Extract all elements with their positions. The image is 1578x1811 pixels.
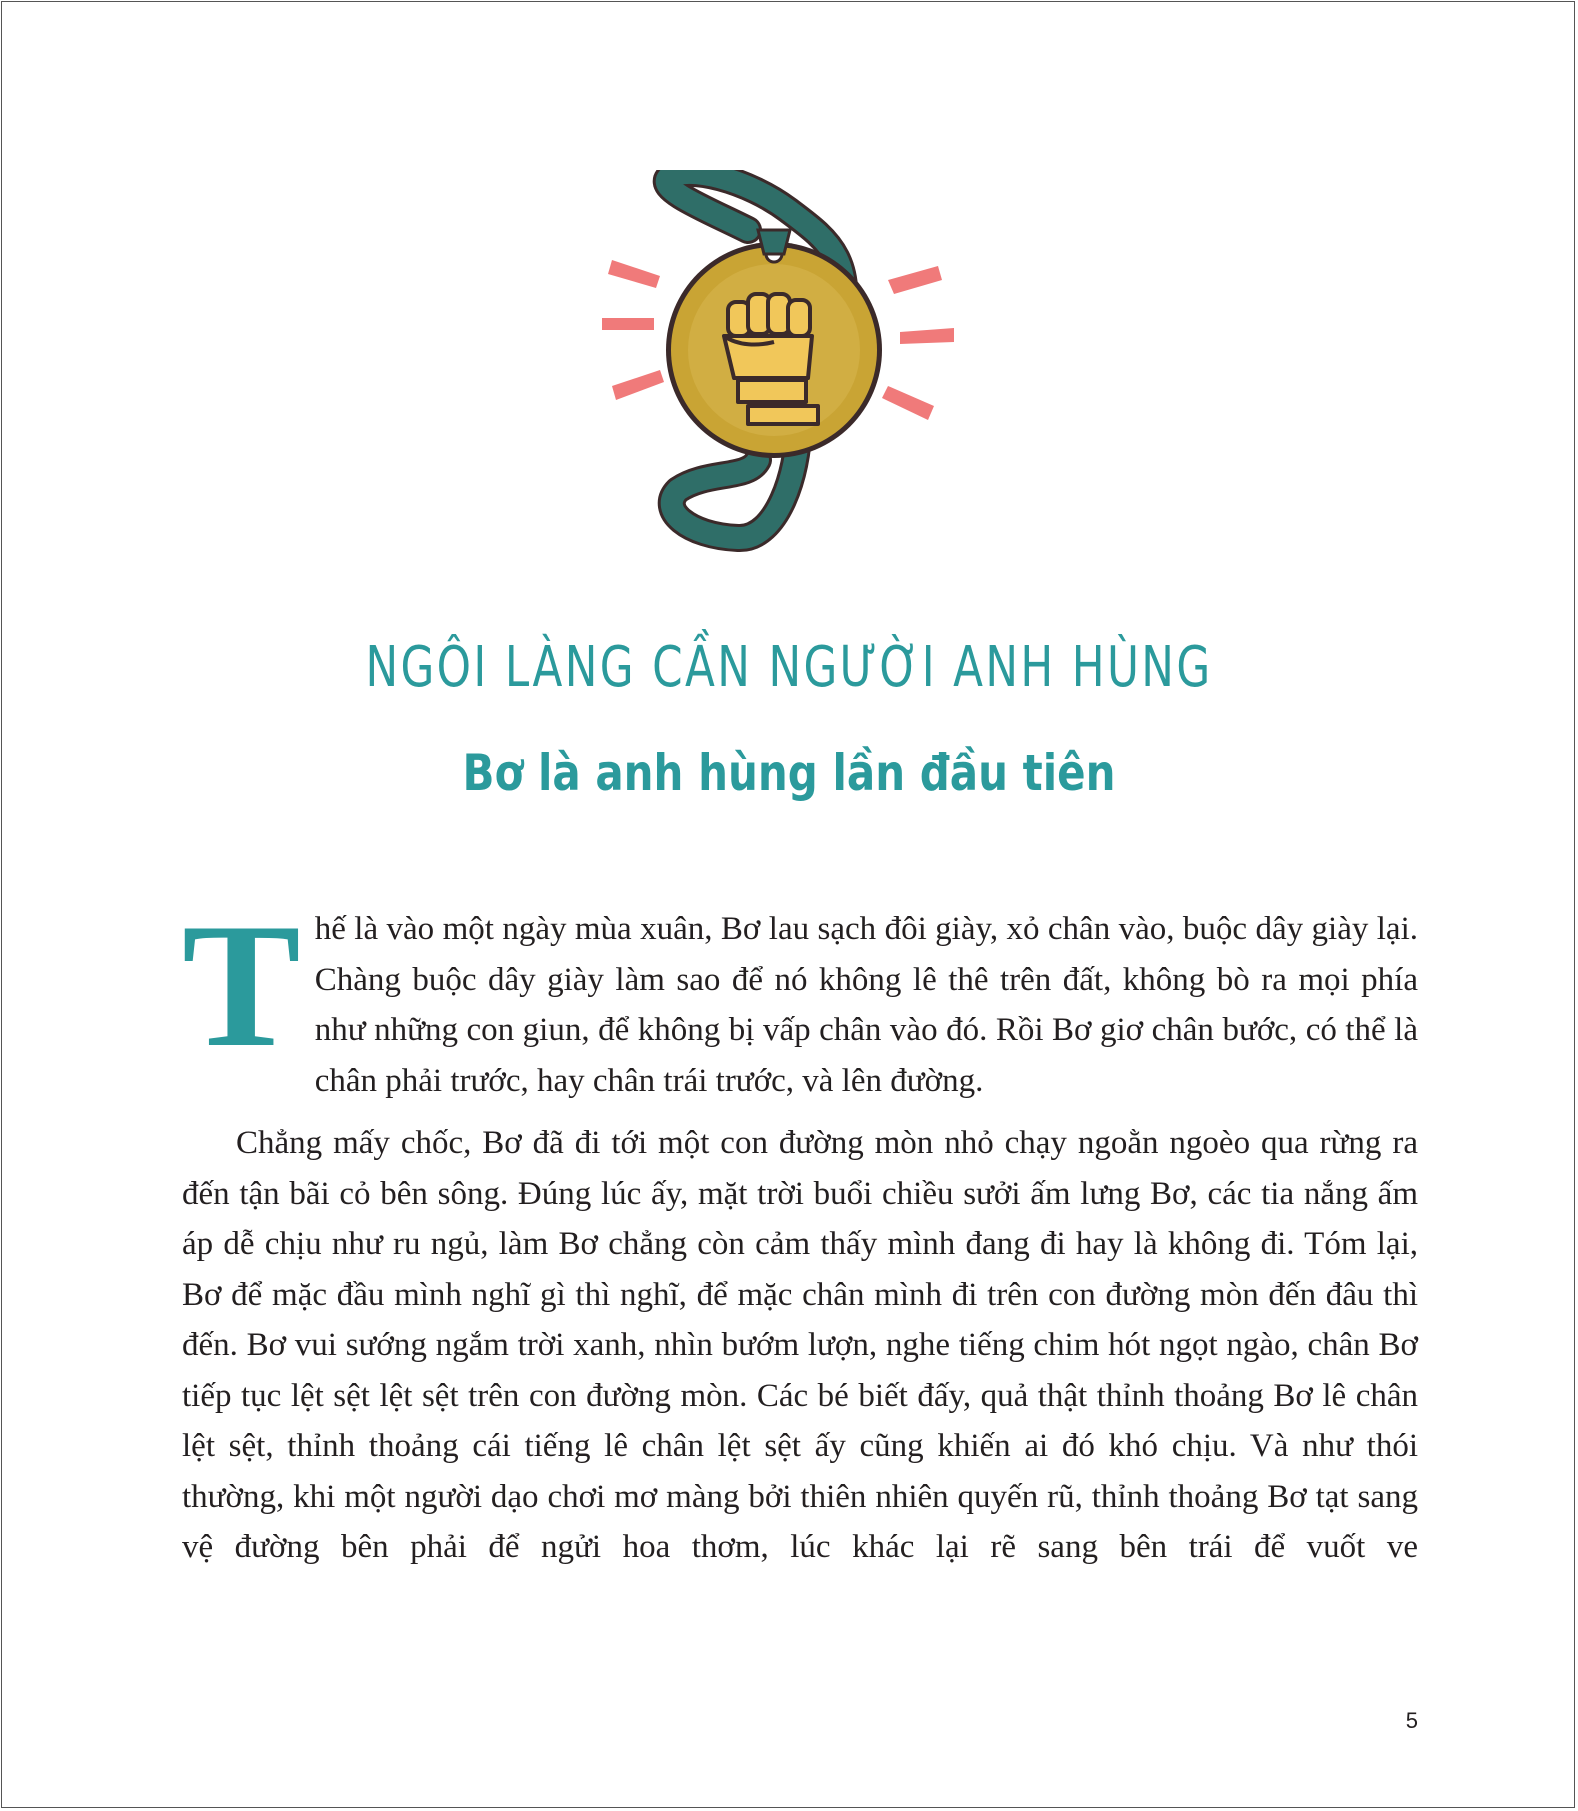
ray-right-bottom (882, 386, 934, 420)
ray-left-top (608, 260, 660, 288)
ray-left-middle (602, 318, 654, 330)
ray-left-bottom (612, 370, 664, 400)
chapter-subtitle: Bơ là anh hùng lần đầu tiên (462, 744, 1116, 802)
ray-right-top (888, 266, 942, 294)
dropcap: T (182, 886, 301, 1084)
fist-medal-icon (598, 170, 970, 560)
paragraph-1 (182, 886, 1418, 1106)
paragraph-2: Chẳng mấy chốc, Bơ đã đi tới một con đường mòn nhỏ chạy ngoằn ngoèo qua rừng ra đến tận bãi cỏ bên sông. Đúng lúc ấy, mặt trời buổi chiều sưởi ấm lưng Bơ, các tia nắng ấm áp dễ chịu như ru ngủ, làm Bơ chẳng còn cảm thấy mình đang đi hay là không đi. Tóm lại, Bơ để mặc đầu mình nghĩ gì thì nghĩ, để mặc chân mình đi trên con đường mòn đến đâu thì đến. Bơ vui sướng ngắm trời xanh, nhìn bướm lượn, nghe tiếng chim hót ngọt ngào, chân Bơ tiếp tục lệt sệt lệt sệt trên con đường mòn. Các bé biết đấy, quả thật thỉnh thoảng Bơ lê chân lệt sệt, thỉnh thoảng cái tiếng lê chân lệt sệt ấy cũng khiến ai đó khó chịu. Và như thói thường, khi một người dạo chơi mơ màng bởi thiên nhiên quyến rũ, thỉnh thoảng Bơ tạt sang vệ đường bên phải để ngửi hoa thơm, lúc khác lại rẽ sang bên trái để vuốt ve (182, 1125, 1418, 1565)
ray-right-middle (900, 328, 954, 344)
page-number: 5 (1405, 1708, 1418, 1733)
chapter-title: NGÔI LÀNG CẦN NGƯỜI ANH HÙNG (365, 635, 1213, 700)
paragraph-1-text: hế là vào một ngày mùa xuân, Bơ lau sạch đôi giày, xỏ chân vào, buộc dây giày lại. Chàng buộc dây giày làm sao để nó không lê thê trên đất, không bò ra mọi phía như những con giun, để không bị vấp chân vào đó. Rồi Bơ giơ chân bước, có thể là chân phải trước, hay chân trái trước, và lên đường. (314, 911, 1418, 1099)
body-text (182, 886, 1418, 1573)
